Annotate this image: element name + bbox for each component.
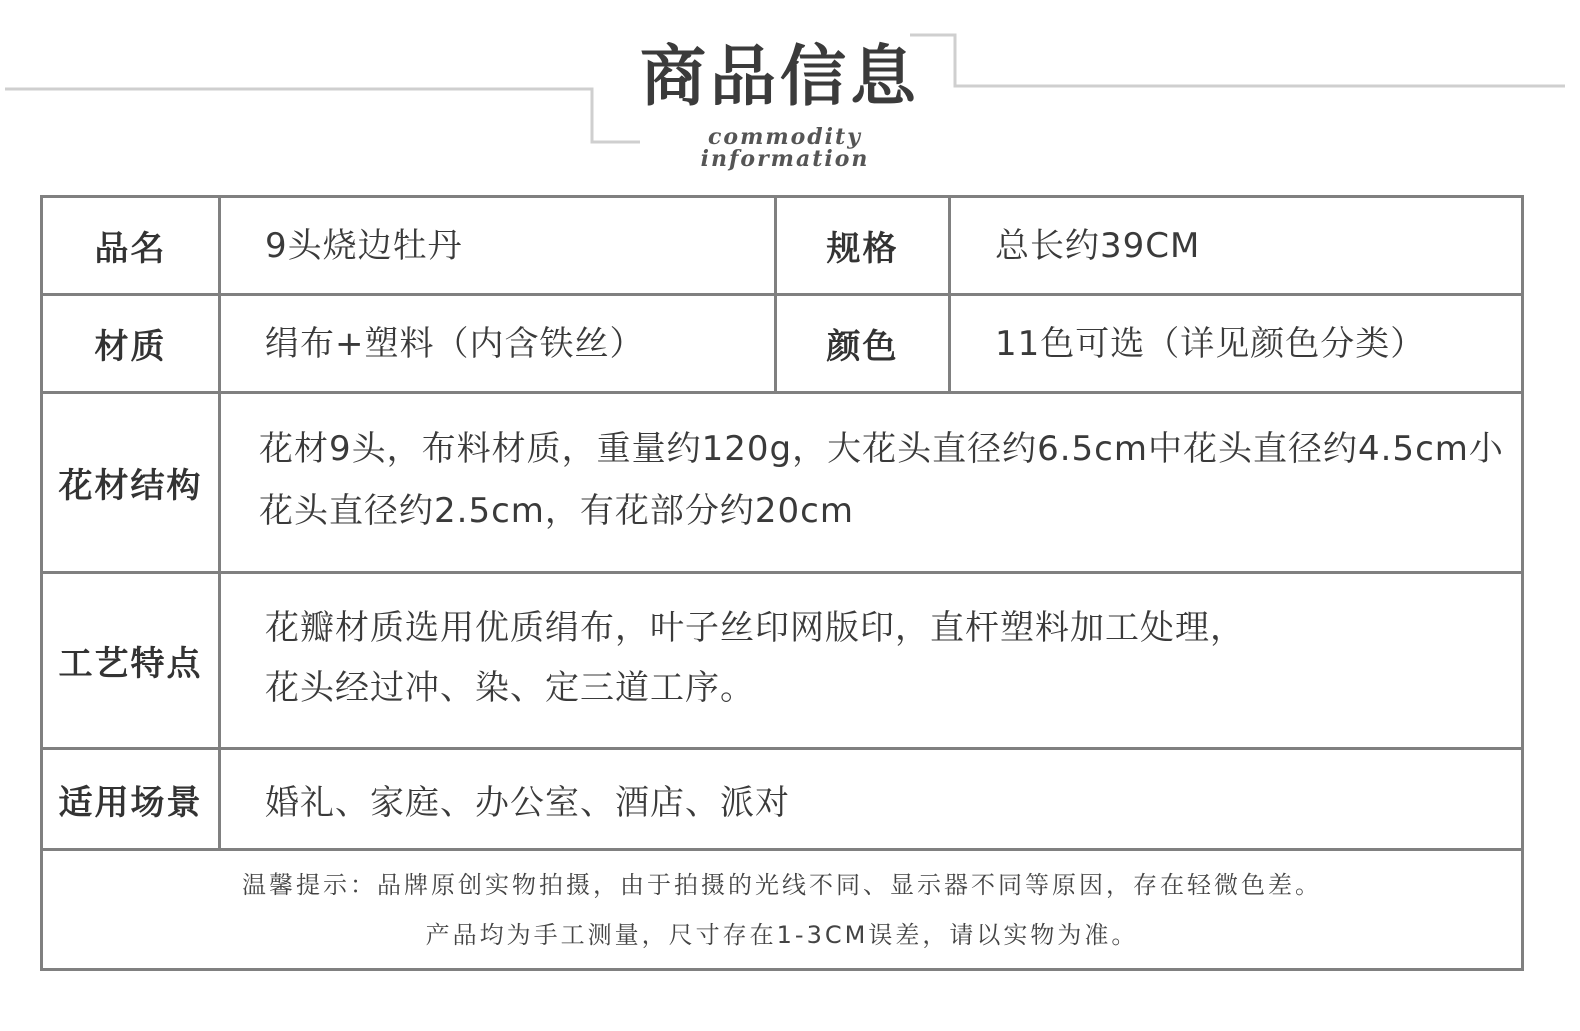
section-header bbox=[0, 0, 1580, 190]
material-label: 材质 bbox=[94, 327, 167, 367]
notice-line-2: 产品均为手工测量，尺寸存在1-3CM误差，请以实物为准。 bbox=[425, 920, 1139, 949]
craft-value bbox=[221, 574, 1521, 747]
color-label: 颜色 bbox=[826, 327, 899, 367]
structure-label: 花材结构 bbox=[58, 466, 203, 506]
craft-label: 工艺特点 bbox=[58, 644, 203, 684]
name-value: 9头烧边牡丹 bbox=[265, 226, 463, 266]
notice-line-1: 温馨提示：品牌原创实物拍摄，由于拍摄的光线不同、显示器不同等原因，存在轻微色差。 bbox=[242, 870, 1322, 899]
section-subtitle: commodity information bbox=[700, 124, 870, 172]
product-info-table bbox=[40, 195, 1524, 971]
spec-value: 总长约39CM bbox=[995, 226, 1201, 266]
scene-label: 适用场景 bbox=[58, 782, 203, 823]
craft-line-2: 花头经过冲、染、定三道工序。 bbox=[265, 667, 755, 708]
structure-value: 花材9头，布料材质，重量约120g，大花头直径约6.5cm中花头直径约4.5cm小花头直径约2.5cm，有花部分约20cm bbox=[259, 428, 1504, 531]
color-value: 11色可选（详见颜色分类） bbox=[995, 324, 1426, 364]
notice-block bbox=[43, 851, 1521, 968]
material-value: 绢布+塑料（内含铁丝） bbox=[265, 324, 645, 364]
section-title: 商品信息 bbox=[640, 38, 920, 115]
scene-value: 婚礼、家庭、办公室、酒店、派对 bbox=[265, 782, 790, 823]
craft-line-1: 花瓣材质选用优质绢布，叶子丝印网版印，直杆塑料加工处理， bbox=[265, 607, 1245, 648]
name-label: 品名 bbox=[94, 229, 167, 269]
spec-label: 规格 bbox=[826, 229, 899, 269]
